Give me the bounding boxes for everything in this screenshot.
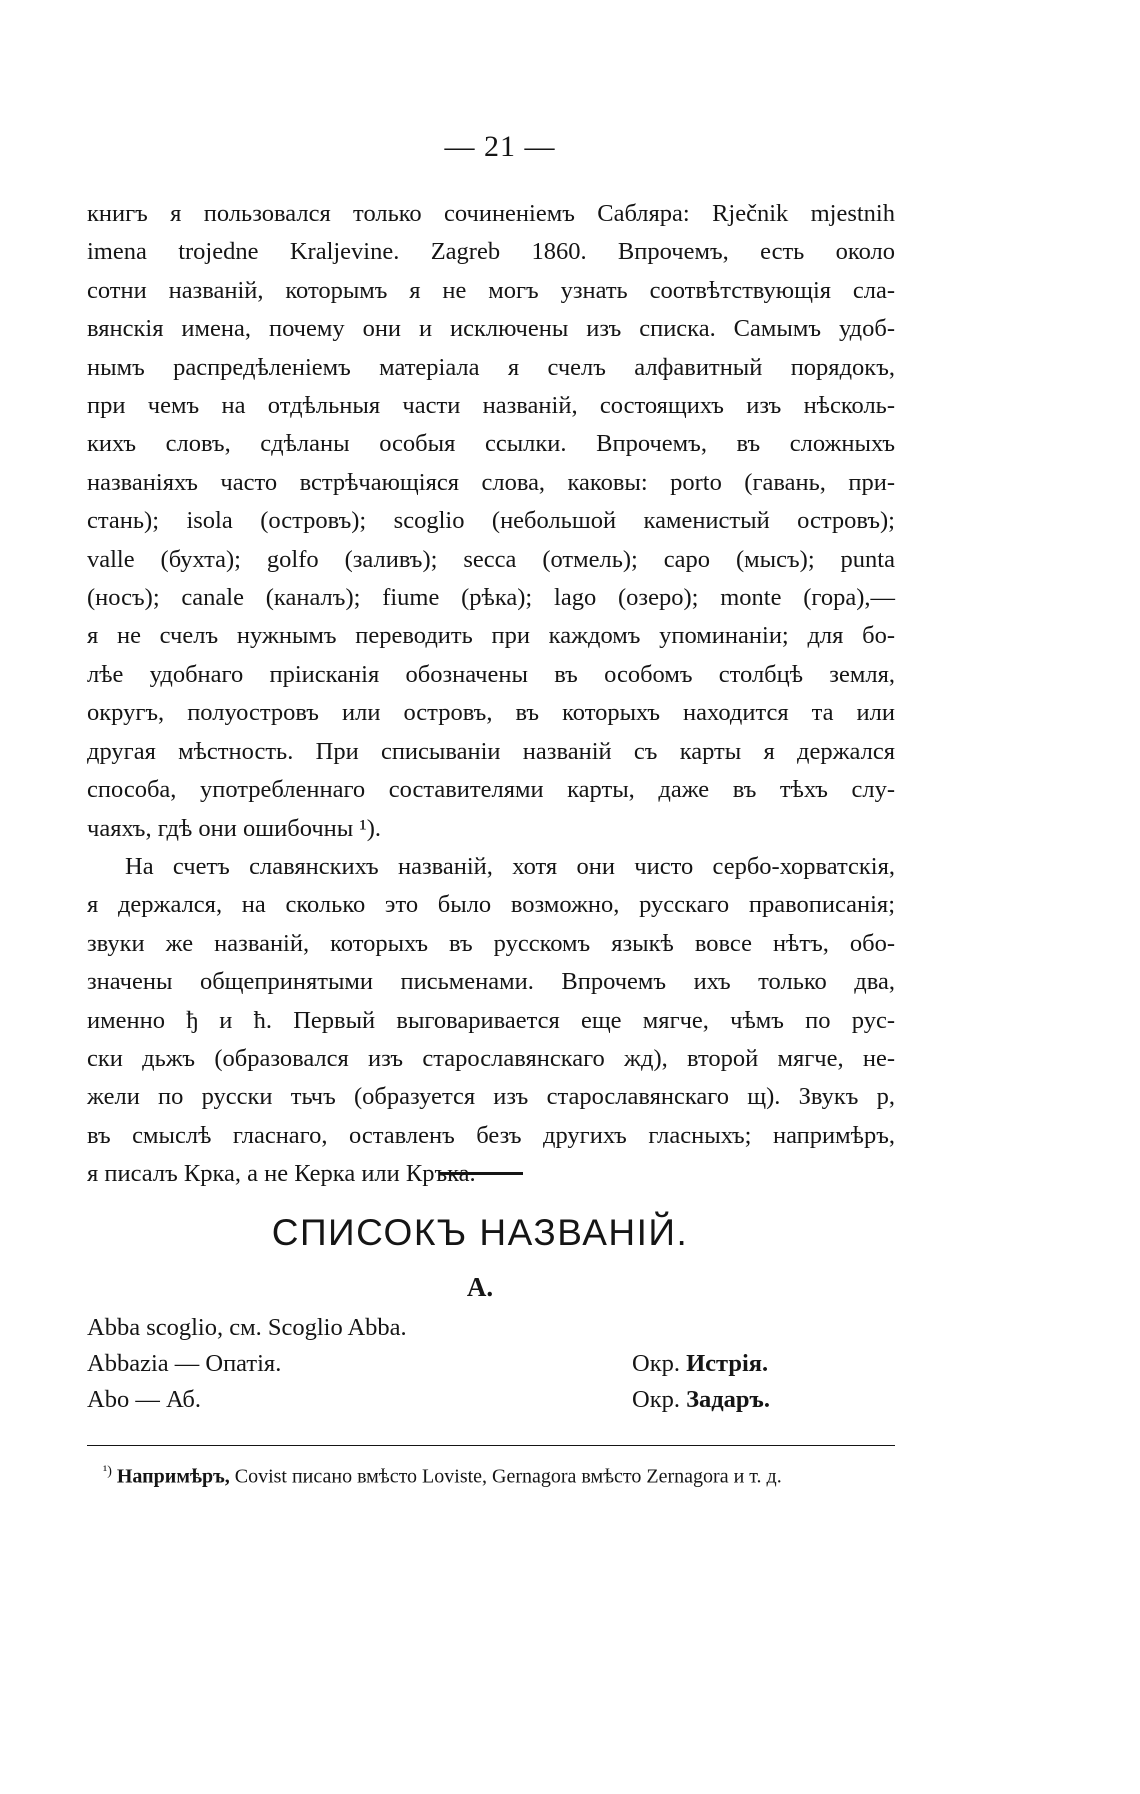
text-line: нымъ распредѣленіемъ матеріала я счелъ алфавитный порядокъ,: [87, 353, 895, 381]
text-line: (носъ); canale (каналъ); fiume (рѣка); lago (озеро); monte (гора),—: [87, 584, 895, 612]
footnote-lead: Напримѣръ,: [116, 1465, 230, 1488]
region-prefix: Окр.: [632, 1350, 680, 1377]
footnote-divider: [87, 1445, 895, 1446]
text-line: вянскія имена, почему они и исключены изъ списка. Самымъ удоб-: [87, 315, 895, 343]
text-line: я писалъ Крка, а не Керка или Кръка.: [87, 1160, 476, 1188]
list-title: СПИСОКЪ НАЗВАНІЙ.: [271, 1212, 689, 1253]
text-line: значены общепринятыми письменами. Впрочемъ ихъ только два,: [87, 968, 895, 996]
text-line: чаяхъ, гдѣ они ошибочны ¹).: [87, 814, 381, 842]
footnote: [103, 1464, 903, 1489]
paragraph-1: [87, 195, 895, 848]
section-divider: [440, 1172, 523, 1175]
entry-name: Abba scoglio, см. Scoglio Abba.: [87, 1314, 407, 1341]
text-line: названіяхъ часто встрѣчающіяся слова, каковы: porto (гавань, при-: [87, 468, 895, 496]
text-line: imena trojedne Kraljevine. Zagreb 1860. Впрочемъ, есть около: [87, 238, 895, 266]
text-line: valle (бухта); golfo (заливъ); secca (отмель); capo (мысъ); punta: [87, 545, 895, 573]
footnote-text: Covist писано вмѣсто Loviste, Gernagora вмѣсто Zernagora и т. д.: [234, 1465, 782, 1488]
text-line: жели по русски тьчъ (образуется изъ старославянскаго щ). Звукъ р,: [87, 1083, 895, 1111]
text-line: книгъ я пользовался только сочиненіемъ Сабляра: Rječnik mjestnih: [87, 200, 895, 227]
region-name: Задаръ.: [686, 1386, 770, 1413]
region-name: Истрія.: [686, 1350, 769, 1377]
entry-region: [632, 1346, 768, 1382]
text-line: сотни названій, которымъ я не могъ узнать соотвѣтствующія сла-: [87, 276, 895, 304]
text-line: я держался, на сколько это было возможно, русскаго правописанія;: [87, 891, 895, 919]
list-entry: [87, 1346, 895, 1382]
entry-name: Abbazia — Опатія.: [87, 1350, 282, 1377]
text-line: ски дьжъ (образовался изъ старославянскаго жд), второй мягче, не-: [87, 1044, 895, 1072]
entry-name: Abo — Аб.: [87, 1386, 201, 1413]
list-entry: [87, 1310, 895, 1346]
text-line: при чемъ на отдѣльныя части названій, состоящихъ изъ нѣсколь-: [87, 392, 895, 420]
text-line: я не счелъ нужнымъ переводить при каждомъ упоминаніи; для бо-: [87, 622, 895, 650]
entry-region: [632, 1382, 770, 1418]
letter-heading: А.: [466, 1272, 494, 1302]
text-line: кихъ словъ, сдѣланы особыя ссылки. Впрочемъ, въ сложныхъ: [87, 430, 895, 458]
text-line: округъ, полуостровъ или островъ, въ которыхъ находится та или: [87, 699, 895, 727]
text-line: лѣе удобнаго пріисканія обозначены въ особомъ столбцѣ земля,: [87, 660, 895, 688]
paragraph-2: [87, 848, 895, 1194]
text-line: въ смыслѣ гласнаго, оставленъ безъ другихъ гласныхъ; напримѣръ,: [87, 1121, 895, 1149]
region-prefix: Окр.: [632, 1386, 680, 1413]
footnote-mark: ¹): [103, 1464, 112, 1479]
text-line: способа, употребленнаго составителями карты, даже въ тѣхъ слу-: [87, 776, 895, 804]
list-entry: [87, 1382, 895, 1418]
page-number: — 21 —: [444, 130, 556, 163]
body-text: [87, 195, 895, 1194]
text-line: звуки же названій, которыхъ въ русскомъ языкѣ вовсе нѣтъ, обо-: [87, 929, 895, 957]
text-line: другая мѣстность. При списываніи названій съ карты я держался: [87, 737, 895, 765]
text-line: стань); isola (островъ); scoglio (небольшой каменистый островъ);: [87, 507, 895, 535]
text-line: именно ђ и ћ. Первый выговаривается еще мягче, чѣмъ по рус-: [87, 1006, 895, 1034]
text-line: На счетъ славянскихъ названій, хотя они чисто сербо-хорватскія,: [125, 852, 895, 880]
